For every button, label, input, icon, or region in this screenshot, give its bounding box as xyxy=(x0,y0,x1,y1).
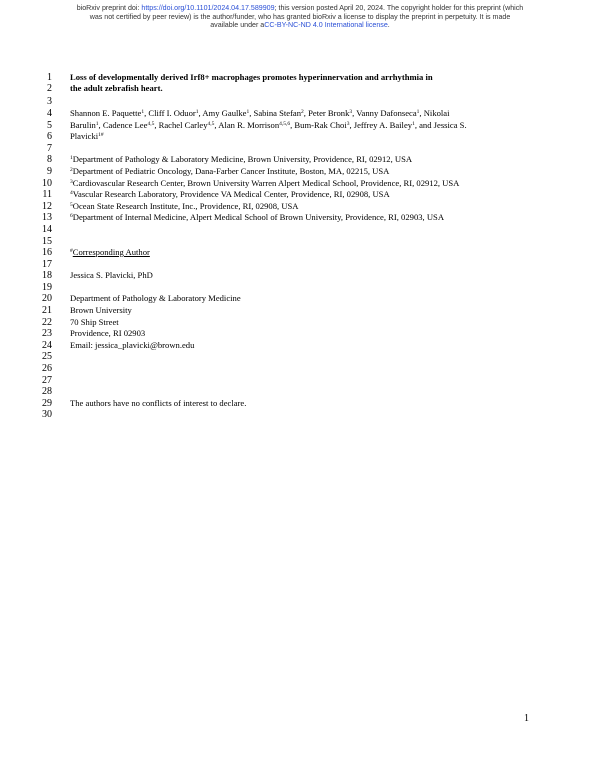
affiliation-text: Department of Internal Medicine, Alpert Medical School of Brown University, Providence, RI, 02903, USA xyxy=(72,212,445,222)
line-number: 4 xyxy=(47,108,52,119)
affiliation-text: Vascular Research Laboratory, Providence VA Medical Center, Providence, RI, 02908, USA xyxy=(72,189,390,199)
affiliation xyxy=(70,178,459,189)
author-name: Peter Bronk xyxy=(308,108,350,118)
author-name: Bum-Rak Choi xyxy=(294,120,347,130)
line-number: 19 xyxy=(42,282,52,293)
address-line: Providence, RI 02903 xyxy=(70,328,146,338)
line-number: 7 xyxy=(47,143,52,154)
author-name: Amy Gaulke xyxy=(202,108,247,118)
line-number: 20 xyxy=(42,293,52,304)
line-number: 18 xyxy=(42,270,52,281)
author-list-line-2: Barulin$^1$, Cadence Lee$^{4,5}$, Rachel Carley$^{4,5}$, Alan R. Morrison$^{4,5,6}$, Bum-Rak Choi$^3$, Jeffrey A. Bailey$^1$, and Jessica S. xyxy=(70,120,467,130)
author-name: Plavicki xyxy=(70,131,99,141)
author-affiliation-sup: 2 xyxy=(301,109,304,115)
line-number: 3 xyxy=(47,96,52,107)
preprint-banner xyxy=(40,4,560,30)
page-number: 1 xyxy=(524,713,529,724)
address-line: Department of Pathology & Laboratory Medicine xyxy=(70,293,241,303)
author-name: Sabina Stefan xyxy=(253,108,302,118)
author-list-line-3 xyxy=(70,131,104,142)
banner-line-1: bioRxiv preprint doi: https://doi.org/10.1101/2024.04.17.589909; this version posted April 20, 2024. The copyright holder for this preprint (which xyxy=(76,4,524,12)
doi-link[interactable]: https://doi.org/10.1101/2024.04.17.589909 xyxy=(141,4,275,12)
line-number: 17 xyxy=(42,259,52,270)
author-name: Alan R. Morrison xyxy=(218,120,280,130)
affiliation-text: Cardiovascular Research Center, Brown University Warren Alpert Medical School, Providence, RI, 02912, USA xyxy=(72,178,460,188)
affiliation-text: Department of Pediatric Oncology, Dana-Farber Cancer Institute, Boston, MA, 02215, USA xyxy=(72,166,390,176)
paper-title-line-1: Loss of developmentally derived Irf8+ macrophages promotes hyperinnervation and arrhythmia in xyxy=(70,72,433,82)
corresponding-mark: # xyxy=(70,248,73,254)
conflict-statement: The authors have no conflicts of interest to declare. xyxy=(70,398,247,408)
line-number: 2 xyxy=(47,83,52,94)
author-affiliation-sup: 4,5 xyxy=(207,121,215,127)
line-number: 27 xyxy=(42,375,52,386)
affiliation xyxy=(70,166,389,177)
author-name: Jessica S. xyxy=(433,120,467,130)
paper-title-line-2: the adult zebrafish heart. xyxy=(70,83,163,93)
line-number: 9 xyxy=(47,166,52,177)
affiliation-number: 1 xyxy=(70,155,73,161)
affiliation xyxy=(70,154,412,165)
author-name: Vanny Dafonseca xyxy=(356,108,417,118)
author-affiliation-sup: 3 xyxy=(346,121,350,127)
author-affiliation-sup: 1 xyxy=(95,121,99,127)
line-number: 15 xyxy=(42,236,52,247)
line-number: 14 xyxy=(42,224,52,235)
line-number: 1 xyxy=(47,72,52,83)
affiliation-text: Ocean State Research Institute, Inc., Providence, RI, 02908, USA xyxy=(72,201,299,211)
author-name: Rachel Carley xyxy=(158,120,208,130)
author-name: Jeffrey A. Bailey xyxy=(353,120,413,130)
affiliation-number: 3 xyxy=(70,179,73,185)
line-number: 8 xyxy=(47,154,52,165)
author-name: Barulin xyxy=(70,120,96,130)
address-line: Brown University xyxy=(70,305,132,315)
banner-line-3: available under aCC-BY-NC-ND 4.0 International license. xyxy=(210,21,390,30)
line-number: 29 xyxy=(42,398,52,409)
banner-line-2: was not certified by peer review) is the author/funder, who has granted bioRxiv a license to display the preprint in perpetuity. It is made xyxy=(89,12,511,21)
affiliation-text: Department of Pathology & Laboratory Medicine, Brown University, Providence, RI, 02912, USA xyxy=(72,154,413,164)
line-number: 11 xyxy=(42,189,52,200)
corresponding-heading-text: Corresponding Author xyxy=(72,247,150,257)
author-affiliation-sup: 1 xyxy=(195,109,199,115)
author-affiliation-sup: 1 xyxy=(416,109,420,115)
affiliation xyxy=(70,212,444,223)
author-affiliation-sup: 4,5,6 xyxy=(279,121,291,127)
line-number: 12 xyxy=(42,201,52,212)
line-number: 30 xyxy=(42,409,52,420)
line-number: 5 xyxy=(47,120,52,131)
author-affiliation-sup: 3 xyxy=(349,109,353,115)
author-affiliation-sup: 4,5 xyxy=(147,121,155,127)
line-number: 28 xyxy=(42,386,52,397)
author-name: Shannon E. Paquette xyxy=(70,108,142,118)
line-number: 26 xyxy=(42,363,52,374)
line-number: 21 xyxy=(42,305,52,316)
line-number: 10 xyxy=(42,178,52,189)
author-list-line-1: Shannon E. Paquette$^1$, Cliff I. Oduor$^1$, Amy Gaulke$^1$, Sabina Stefan$^2$, Peter Bronk$^3$, Vanny Dafonseca$^1$, Nikolai xyxy=(70,108,450,118)
author-affiliation-sup: 1 xyxy=(246,109,250,115)
author-affiliation-sup: 1 xyxy=(141,109,145,115)
affiliation-number: 4 xyxy=(70,190,73,196)
corresponding-author-heading xyxy=(70,247,150,258)
corresponding-author-name: Jessica S. Plavicki, PhD xyxy=(70,270,153,280)
line-number: 25 xyxy=(42,351,52,362)
line-number: 13 xyxy=(42,212,52,223)
affiliation xyxy=(70,189,390,200)
author-name: Cliff I. Oduor xyxy=(148,108,196,118)
email-line: Email: jessica_plavicki@brown.edu xyxy=(70,340,195,350)
affiliation-number: 5 xyxy=(70,202,73,208)
author-name: Cadence Lee xyxy=(102,120,148,130)
author-affiliation-sup: 1# xyxy=(98,132,104,138)
line-number: 6 xyxy=(47,131,52,142)
affiliation-number: 2 xyxy=(70,167,73,173)
line-number: 16 xyxy=(42,247,52,258)
author-name: Nikolai xyxy=(423,108,450,118)
affiliation xyxy=(70,201,299,212)
license-link[interactable]: CC-BY-NC-ND 4.0 International license xyxy=(264,21,388,30)
address-line: 70 Ship Street xyxy=(70,317,119,327)
affiliation-number: 6 xyxy=(70,213,73,219)
line-number: 24 xyxy=(42,340,52,351)
line-number: 23 xyxy=(42,328,52,339)
author-affiliation-sup: 1 xyxy=(412,121,415,127)
line-number: 22 xyxy=(42,317,52,328)
